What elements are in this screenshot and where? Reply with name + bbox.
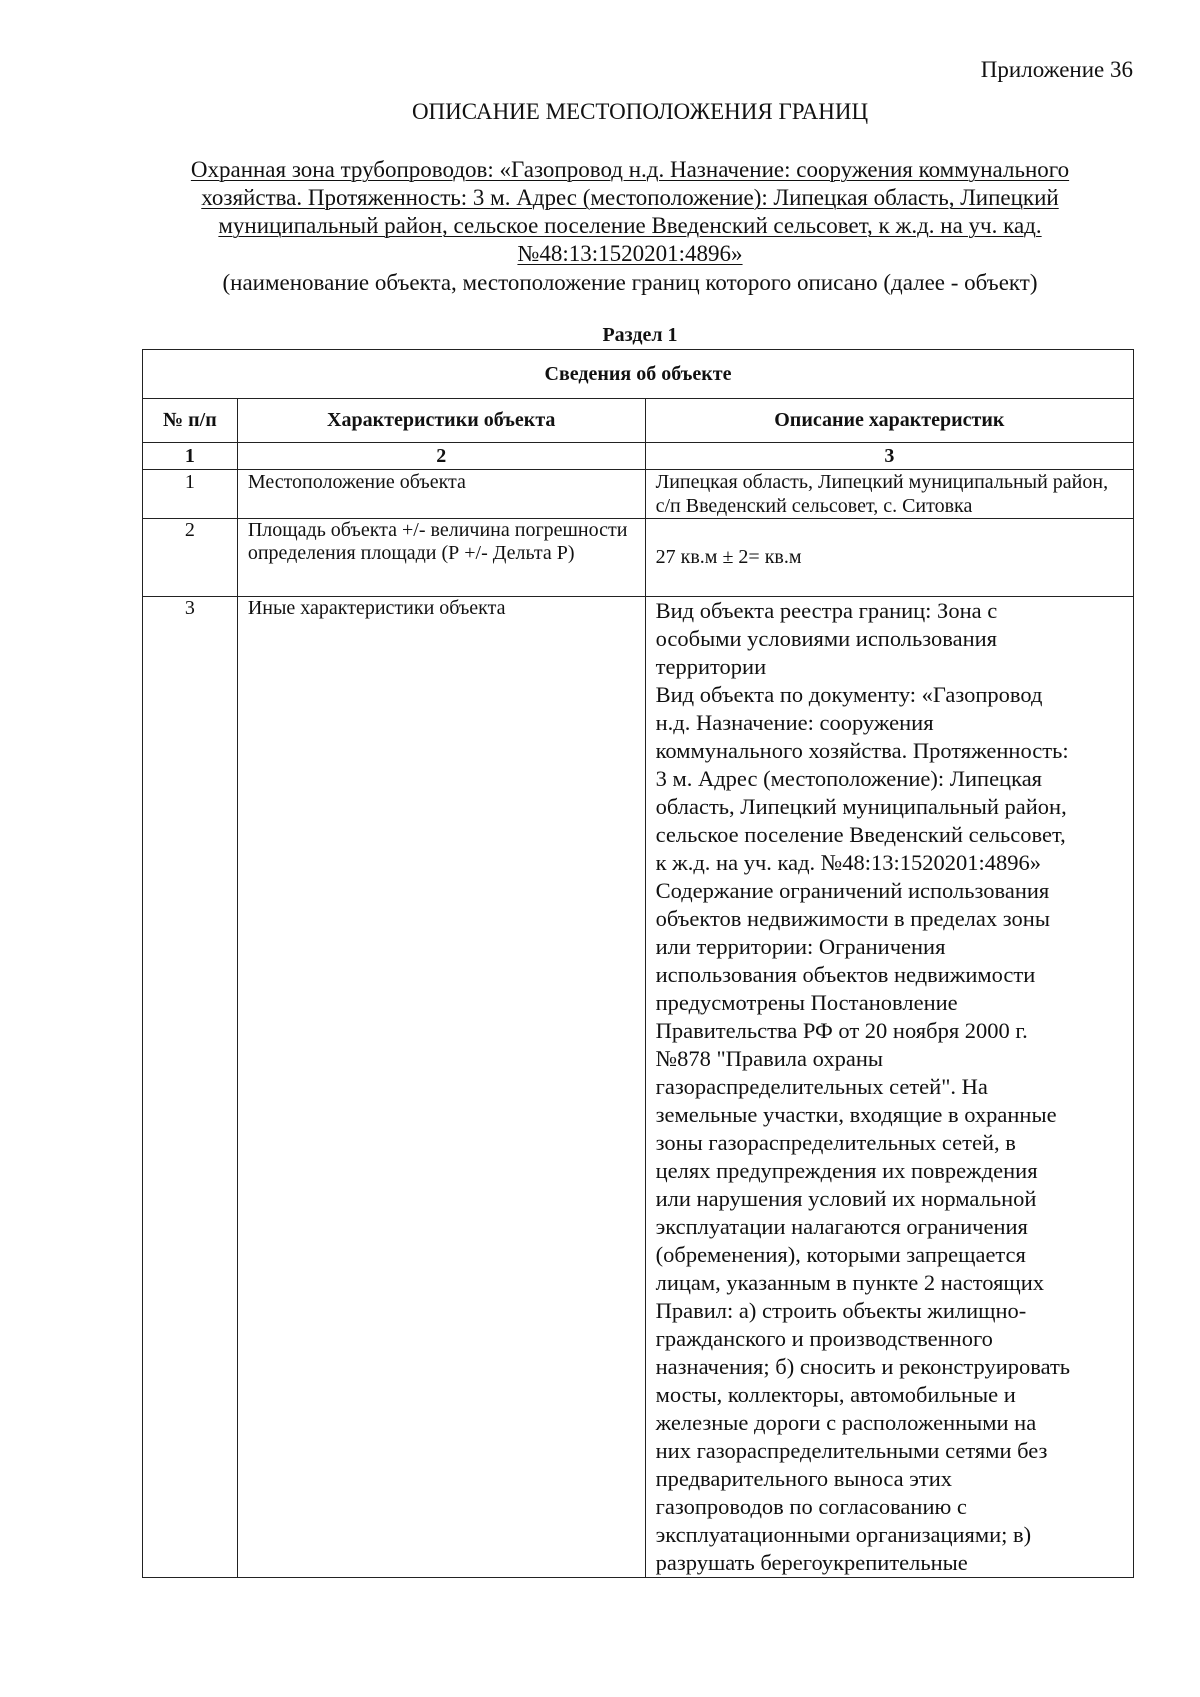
- description-line: Вид объекта реестра границ: Зона с: [655, 598, 998, 623]
- description-line: газопроводов по согласованию с: [655, 1494, 967, 1519]
- description-line: эксплуатационными организациями; в): [655, 1522, 1032, 1547]
- row-number: 1: [143, 470, 238, 519]
- document-title: ОПИСАНИЕ МЕСТОПОЛОЖЕНИЯ ГРАНИЦ: [411, 99, 869, 124]
- description-line: особыми условиями использования: [655, 626, 998, 651]
- table-caption-row: [143, 350, 1134, 399]
- table-header-row: [143, 399, 1134, 443]
- description-line: лицам, указанным в пункте 2 настоящих: [655, 1270, 1045, 1295]
- description-line: Правил: а) строить объекты жилищно-: [655, 1298, 1027, 1323]
- row-number: 3: [143, 597, 238, 1578]
- object-name-line: Охранная зона трубопроводов: «Газопровод н.д. Назначение: сооружения коммунального: [190, 157, 1070, 182]
- table-row: [143, 519, 1134, 597]
- object-caption: (наименование объекта, местоположение границ которого описано (далее - объект): [222, 270, 1038, 295]
- description-line: область, Липецкий муниципальный район,: [655, 794, 1067, 819]
- table-caption: Сведения об объекте: [143, 350, 1134, 399]
- column-number: 3: [645, 443, 1133, 470]
- description-line: них газораспределительными сетями без: [655, 1438, 1048, 1463]
- section-title: Раздел 1: [602, 324, 678, 346]
- description-line: газораспределительных сетей". На: [655, 1074, 988, 1099]
- description-line: объектов недвижимости в пределах зоны: [655, 906, 1050, 931]
- column-number-row: [143, 443, 1134, 470]
- column-number: 1: [143, 443, 238, 470]
- description-line: использования объектов недвижимости: [655, 962, 1036, 987]
- description-line: гражданского и производственного: [655, 1326, 993, 1351]
- description-line: разрушать берегоукрепительные: [655, 1550, 968, 1575]
- description-line: зоны газораспределительных сетей, в: [655, 1130, 1016, 1155]
- description-line: земельные участки, входящие в охранные: [655, 1102, 1057, 1127]
- description-line: Содержание ограничений использования: [655, 878, 1050, 903]
- description-line: №878 "Правила охраны: [655, 1046, 883, 1071]
- object-name-line: №48:13:1520201:4896»: [517, 241, 743, 266]
- description-line: мосты, коллекторы, автомобильные и: [655, 1382, 1016, 1407]
- object-info-table: [142, 349, 1134, 1578]
- row-number: 2: [143, 519, 238, 597]
- description-line: 3 м. Адрес (местоположение): Липецкая: [655, 766, 1043, 791]
- description-line: Вид объекта по документу: «Газопровод: [655, 682, 1043, 707]
- row-characteristic: Площадь объекта +/- величина погрешности определения площади (Р +/- Дельта Р): [237, 519, 645, 597]
- table-row: [143, 597, 1134, 1578]
- object-name-line: хозяйства. Протяженность: 3 м. Адрес (местоположение): Липецкая область, Липецкий: [201, 185, 1059, 210]
- description-line: территории: [655, 654, 767, 679]
- description-line: или нарушения условий их нормальной: [655, 1186, 1037, 1211]
- row-characteristic: Иные характеристики объекта: [237, 597, 645, 1578]
- description-line: эксплуатации налагаются ограничения: [655, 1214, 1028, 1239]
- description-line: н.д. Назначение: сооружения: [655, 710, 934, 735]
- row-description: 27 кв.м ± 2= кв.м: [645, 519, 1133, 597]
- description-line: назначения; б) сносить и реконструировать: [655, 1354, 1071, 1379]
- description-line: или территории: Ограничения: [655, 934, 946, 959]
- row-description: Липецкая область, Липецкий муниципальный район, с/п Введенский сельсовет, с. Ситовка: [645, 470, 1133, 519]
- column-header-num: № п/п: [143, 399, 238, 443]
- description-line: целях предупреждения их повреждения: [655, 1158, 1038, 1183]
- column-number: 2: [237, 443, 645, 470]
- description-line: сельское поселение Введенский сельсовет,: [655, 822, 1066, 847]
- description-line: (обременения), которыми запрещается: [655, 1242, 1026, 1267]
- row-description: [645, 597, 1133, 1578]
- description-line: к ж.д. на уч. кад. №48:13:1520201:4896»: [655, 850, 1042, 875]
- object-name-line: муниципальный район, сельское поселение Введенский сельсовет, к ж.д. на уч. кад.: [218, 213, 1042, 238]
- object-name: [150, 156, 1110, 268]
- description-line: предварительного выноса этих: [655, 1466, 953, 1491]
- table-row: [143, 470, 1134, 519]
- description-line: Правительства РФ от 20 ноября 2000 г.: [655, 1018, 1028, 1043]
- description-line: предусмотрены Постановление: [655, 990, 958, 1015]
- column-header-characteristic: Характеристики объекта: [237, 399, 645, 443]
- appendix-label: Приложение 36: [980, 57, 1133, 82]
- column-header-description: Описание характеристик: [645, 399, 1133, 443]
- description-line: железные дороги с расположенными на: [655, 1410, 1037, 1435]
- description-line: коммунального хозяйства. Протяженность:: [655, 738, 1069, 763]
- row-characteristic: Местоположение объекта: [237, 470, 645, 519]
